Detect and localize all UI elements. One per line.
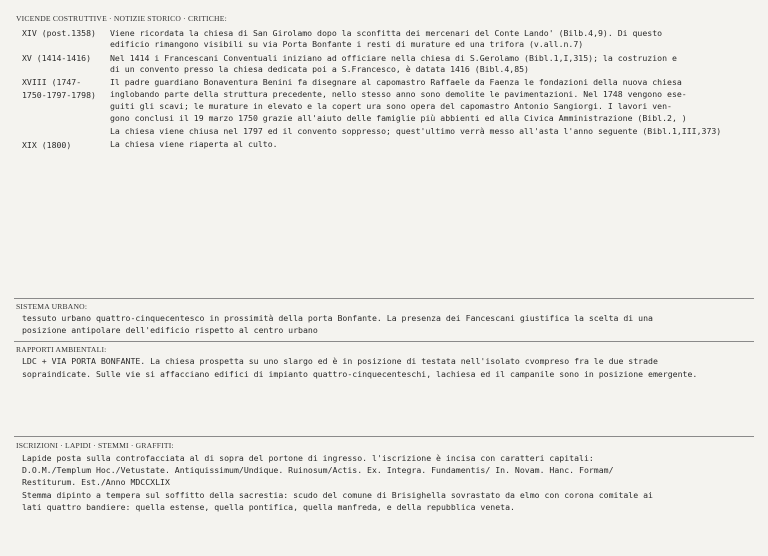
entry-date-continued: 1750-1797-1798) xyxy=(22,90,96,100)
iscrizioni-line: Stemma dipinto a tempera sul soffitto della sacrestia: scudo del comune di Brisighella sovrastato da elmo con corona comitale ai xyxy=(22,490,653,500)
entry-line: edificio rimangono visibili su via Porta Bonfante i resti di murature ed una trifora (v.all.n.7) xyxy=(110,39,584,49)
section-divider xyxy=(14,298,754,299)
iscrizioni-line: Lapide posta sulla controfacciata al di sopra del portone di ingresso. l'iscrizione è incisa con caratteri capitali: xyxy=(22,453,594,463)
entry-line: La chiesa viene chiusa nel 1797 ed il convento soppresso; quest'ultimo verrà messo all'asta l'anno seguente (Bibl.1,III,373) xyxy=(110,126,722,136)
sistema-line: tessuto urbano quattro-cinquecentesco in prossimità della porta Bonfante. La presenza dei Fancescani giustifica la scelta di una xyxy=(22,313,653,323)
entry-line: Il padre guardiano Bonaventura Benini fa disegnare al capomastro Raffaele da Faenza le fondazioni della nuova chiesa xyxy=(110,77,682,87)
entry-date: XVIII (1747- xyxy=(22,77,82,87)
section-title-rapporti: RAPPORTI AMBIENTALI: xyxy=(16,345,107,354)
entry-line: Viene ricordata la chiesa di San Girolamo dopo la sconfitta dei mercenari del Conte Lando' (Bilb.4,9). Di questo xyxy=(110,28,663,38)
iscrizioni-line: Restiturum. Est./Anno MDCCXLIX xyxy=(22,477,170,487)
section-title-iscrizioni: ISCRIZIONI · LAPIDI · STEMMI · GRAFFITI: xyxy=(16,441,174,450)
section-title-sistema: SISTEMA URBANO: xyxy=(16,302,88,311)
entry-date: XV (1414-1416) xyxy=(22,53,92,63)
entry-line: inglobando parte della struttura precedente, nello stesso anno sono demolite le pavimentazioni. Nel 1748 vengono ese- xyxy=(110,89,687,99)
section-title-vicende: VICENDE COSTRUTTIVE · NOTIZIE STORICO · CRITICHE: xyxy=(16,14,227,23)
entry-line: La chiesa viene riaperta al culto. xyxy=(110,139,278,149)
entry-line: gono conclusi il 19 marzo 1750 grazie all'aiuto delle famiglie più abbienti ed alla Civica Amministrazione (Bibl.2, ) xyxy=(110,113,687,123)
entry-line: di un convento presso la chiesa dedicata poi a S.Francesco, è datata 1416 (Bibl.4,85) xyxy=(110,64,529,74)
section-divider xyxy=(14,341,754,342)
section-divider xyxy=(14,436,754,437)
iscrizioni-line: lati quattro bandiere: quella estense, quella pontifica, quella manfreda, e della repubblica veneta. xyxy=(22,502,515,512)
entry-date: XIV (post.1358) xyxy=(22,28,96,38)
rapporti-line: LDC + VIA PORTA BONFANTE. La chiesa prospetta su uno slargo ed è in posizione di testata nell'isolato cvompreso fra le due strade xyxy=(22,356,658,366)
entry-line: Nel 1414 i Francescani Conventuali iniziano ad officiare nella chiesa di S.Gerolamo (Bibl.1,I,315); la costruzion e xyxy=(110,53,677,63)
entry-line: guiti gli scavi; le murature in elevato e la copert ura sono opera del capomastro Antonio Sangiorgi. I lavori ven- xyxy=(110,101,672,111)
sistema-line: posizione antipolare dell'edificio rispetto al centro urbano xyxy=(22,325,318,335)
rapporti-line: sopraindicate. Sulle vie si affacciano edifici di impianto quattro-cinquecenteschi, lachiesa ed il campanile sono in posizione emergente. xyxy=(22,369,698,379)
entry-date: XIX (1800) xyxy=(22,140,72,150)
iscrizioni-line: D.O.M./Templum Hoc./Vetustate. Antiquissimum/Undique. Ruinosum/Actis. Ex. Integra. Fundamentis/ In. Novam. Hanc. Formam/ xyxy=(22,465,614,475)
